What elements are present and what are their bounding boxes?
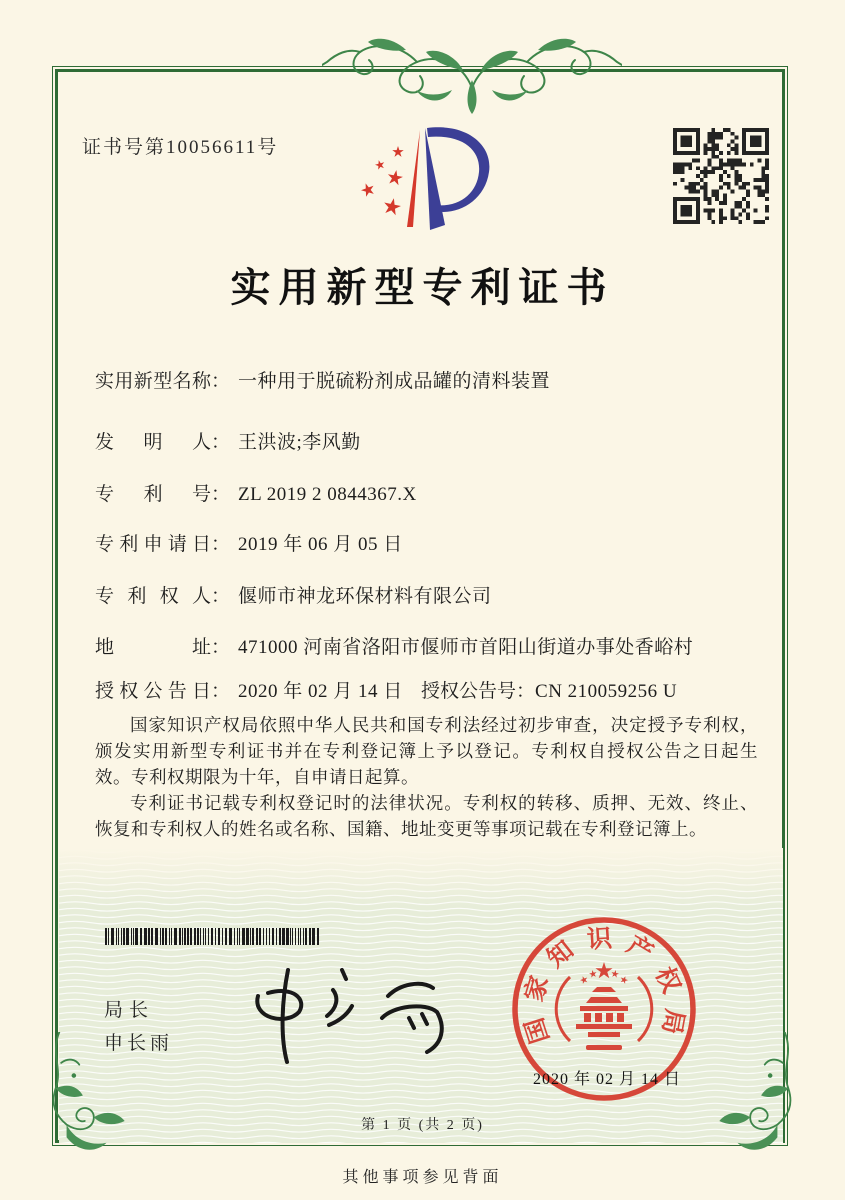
field-row-patent-number xyxy=(95,479,417,506)
seal-date: 2020 年 02 月 14 日 xyxy=(532,1071,681,1088)
barcode xyxy=(105,928,322,945)
field-value: 王洪波;李风勤 xyxy=(238,432,361,453)
page-indicator: 第 1 页 (共 2 页) xyxy=(361,1118,484,1133)
field-colon: ： xyxy=(211,534,231,555)
field-label: 地址 xyxy=(95,637,211,658)
field-colon: ： xyxy=(211,484,231,505)
director-signature-icon xyxy=(240,955,450,1070)
field-value: 一种用于脱硫粉剂成品罐的清料装置 xyxy=(238,371,551,392)
grant-date-value: 2020 年 02 月 14 日 xyxy=(238,681,403,702)
director-name: 申长雨 xyxy=(104,1033,174,1054)
grant-number-value: CN 210059256 U xyxy=(535,681,678,702)
field-label: 专利申请日 xyxy=(95,534,211,555)
director-title-label: 局长 xyxy=(104,1000,155,1021)
field-value: 偃师市神龙环保材料有限公司 xyxy=(238,586,492,607)
qr-code xyxy=(673,128,769,224)
seal-text: 国家知识产权局 xyxy=(520,925,688,1047)
field-row-grant xyxy=(95,676,678,703)
grant-number-label: 授权公告号 xyxy=(421,681,517,702)
field-colon: ： xyxy=(211,371,231,392)
certificate-number: 证书号第10056611号 xyxy=(82,137,279,158)
field-row-inventor xyxy=(95,427,361,454)
field-row-address xyxy=(95,632,693,659)
field-colon: ： xyxy=(211,432,231,453)
certificate-title: 实用新型专利证书 xyxy=(230,265,615,310)
field-row-patentee xyxy=(95,581,492,608)
legal-paragraph-1: 国家知识产权局依照中华人民共和国专利法经过初步审查，决定授予专利权，颁发实用新型专利证书并在专利登记簿上予以登记。专利权自授权公告之日起生效。专利权期限为十年，自申请日起算。 xyxy=(95,715,758,787)
grant-number xyxy=(421,676,677,703)
field-row-filing-date xyxy=(95,529,403,556)
field-value: 2019 年 06 月 05 日 xyxy=(238,534,403,555)
field-label: 专利号 xyxy=(95,484,211,505)
field-label: 实用新型名称 xyxy=(95,371,211,392)
field-label: 发明人 xyxy=(95,432,211,453)
grant-date-label: 授权公告日 xyxy=(95,681,211,702)
legal-paragraph-2: 专利证书记载专利权登记时的法律状况。专利权的转移、质押、无效、终止、恢复和专利权人的姓名或名称、国籍、地址变更等事项记载在专利登记簿上。 xyxy=(95,793,758,839)
seal-emblem xyxy=(556,962,652,1050)
field-row-name xyxy=(95,366,550,393)
back-note: 其他事项参见背面 xyxy=(342,1169,503,1186)
field-value: ZL 2019 2 0844367.X xyxy=(238,484,417,505)
field-colon: ： xyxy=(211,681,231,702)
field-colon: ： xyxy=(211,586,231,607)
cnipa-logo-icon xyxy=(343,122,503,234)
top-ornament-icon xyxy=(322,32,622,117)
field-colon: ： xyxy=(516,681,536,702)
field-value: 471000 河南省洛阳市偃师市首阳山街道办事处香峪村 xyxy=(238,637,694,658)
legal-paragraphs xyxy=(95,712,758,842)
field-colon: ： xyxy=(211,637,231,658)
field-label: 专利权人 xyxy=(95,586,211,607)
